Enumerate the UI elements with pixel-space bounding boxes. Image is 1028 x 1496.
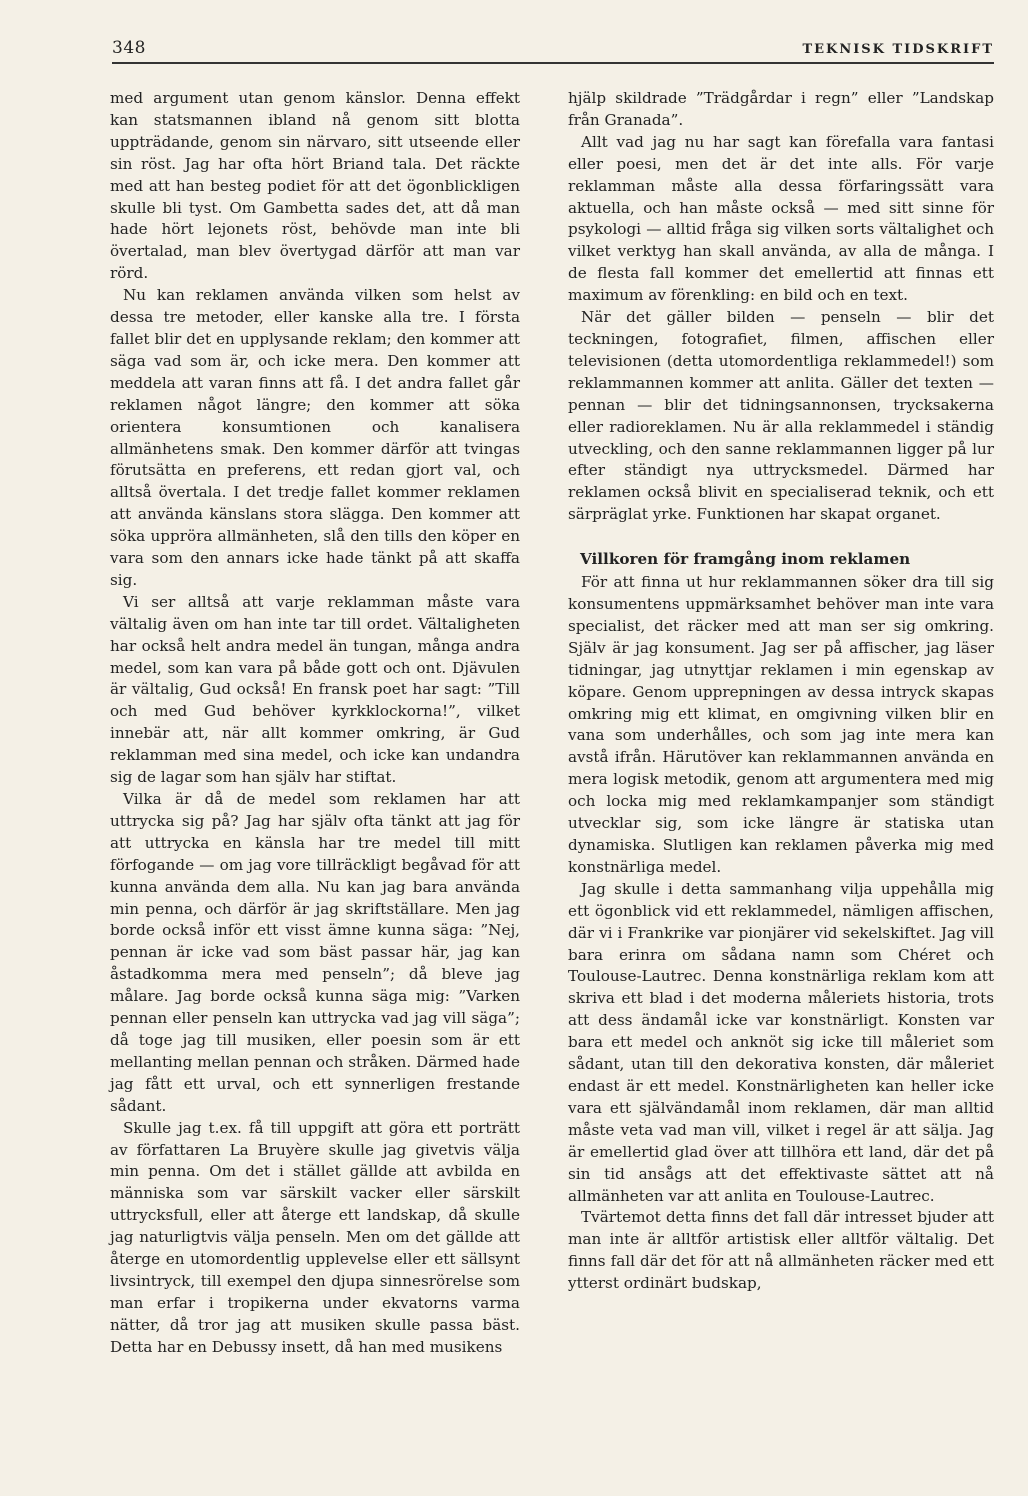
paragraph: Nu kan reklamen använda vilken som helst av dessa tre metoder, eller kanske alla tre. I första fallet blir det en upplysande reklam; den kommer att säga vad som är, och icke mera. Den kommer att meddela att varan finns att få. I det andra fallet går reklamen något längre; den kommer att söka orientera konsumtionen och kanalisera allmänhetens smak. Den kommer därför att tvingas förutsätta en preferens, ett redan gjort val, och alltså övertala. I det tredje fallet kommer reklamen att använda känslans stora slägga. Den kommer att söka uppröra allmänheten, slå den tills den köper en vara som den annars icke hade tänkt på att skaffa sig.	[110, 286, 520, 589]
paragraph: Vi ser alltså att varje reklamman måste vara vältalig även om han inte tar till ordet. Vältaligheten har också helt andra medel än tungan, många andra medel, som kan vara på både gott och ont. Djävulen är vältalig, Gud också! En fransk poet har sagt: ”Till och med Gud behöver kyrkklockorna!”, vilket innebär att, när allt kommer omkring, är Gud reklamman med sina medel, och icke kan undandra sig de lagar som han själv har stiftat.	[110, 592, 520, 787]
right-column	[568, 88, 994, 1295]
paragraph: Vilka är då de medel som reklamen har att uttrycka sig på? Jag har själv ofta tänkt att jag för att uttrycka en känsla har tre medel till mitt förfogande — om jag vore tillräckligt begåvad för att kunna använda dem alla. Nu kan jag bara använda min penna, och därför är jag skriftställare. Men jag borde också inför ett visst ämne kunna säga: ”Nej, pennan är icke vad som bäst passar här, jag kan åstadkomma mera med penseln”; då bleve jag målare. Jag borde också kunna säga mig: ”Varken pennan eller penseln kan uttrycka vad jag vill säga”; då toge jag till musiken, eller poesin som är ett mellanting mellan pennan och stråken. Därmed hade jag fått ett urval, och ett synnerligen frestande sådant.	[110, 790, 521, 1115]
paragraph: När det gäller bilden — penseln — blir det teckningen, fotografiet, filmen, affischen eller televisionen (detta utomordentliga reklammedel!) som reklammannen kommer att anlita. Gäller det texten — pennan — blir det tidningsannonsen, trycksakerna eller radioreklamen. Nu är alla reklammedel i ständig utveckling, och den sanne reklammannen ligger på lur efter ständigt nya uttrycksmedel. Därmed har reklamen också blivit en specialiserad teknik, och ett särpräglat yrke. Funktionen har skapat organet.	[568, 308, 994, 524]
paragraph: med argument utan genom känslor. Denna effekt kan statsmannen ibland nå genom sitt blotta uppträdande, genom sin närvaro, sitt utseende eller sin röst. Jag har ofta hört Briand tala. Det räckte med att han besteg podiet för att det ögonblickligen skulle bli tyst. Om Gambetta sades det, att då man hade hört lejonets röst, behövde man inte bli övertalad, man blev övertygad därför att man var rörd.	[110, 89, 520, 283]
paragraph: Tvärtemot detta finns det fall där intresset bjuder att man inte är alltför artistisk eller alltför vältalig. Det finns fall där det för att nå allmänheten räcker med ett ytterst ordinärt budskap,	[568, 1208, 994, 1293]
paragraph: Skulle jag t.ex. få till uppgift att göra ett porträtt av författaren La Bruyère skulle jag givetvis välja min penna. Om det i stället gällde att avbilda en människa som var särskilt vacker eller särskilt uttrycksfull, eller att återge ett landskap, då skulle jag naturligtvis välja penseln. Men om det gällde att återge en utomordentlig upplevelse eller ett sällsynt livsintryck, till exempel den djupa sinnesrörelse som man erfar i tropikerna under ekvatorns varma nätter, då tror jag att musiken skulle passa bäst. Detta har en Debussy insett, då han med musikens	[110, 1118, 520, 1356]
left-column	[110, 88, 520, 1359]
section-heading: Villkoren för framgång inom reklamen	[580, 550, 911, 569]
page-header	[112, 36, 994, 64]
paragraph: hjälp skildrade ”Trädgårdar i regn” eller ”Landskap från Granada”.	[568, 89, 994, 129]
paragraph: Allt vad jag nu har sagt kan förefalla vara fantasi eller poesi, men det är det inte alls. För varje reklamman måste alla dessa förfaringssätt vara aktuella, och han måste också — med sitt sinne för psykologi — alltid fråga sig vilken sorts vältalighet och vilket verktyg han skall använda, av alla de många. I de flesta fall kommer det emellertid att finnas ett maximum av förenkling: en bild och en text.	[568, 132, 994, 305]
paragraph: Jag skulle i detta sammanhang vilja uppehålla mig ett ögonblick vid ett reklammedel, nämligen affischen, där vi i Frankrike var pionjärer vid sekelskiftet. Jag vill bara erinra om sådana namn som Chéret och Toulouse-Lautrec. Denna konstnärliga reklam kom att skriva ett blad i det moderna måleriets historia, trots att dess ändamål icke var konstnärligt. Konsten var bara ett medel och anknöt sig icke till måleriet som sådant, utan till den dekorativa konsten, där måleriet endast är ett medel. Konstnärligheten kan heller icke vara ett självändamål inom reklamen, där man alltid måste veta vad man vill, vilket i regel är att sälja. Jag är emellertid glad över att tillhöra ett land, där det på sin tid ansågs att det effektivaste sättet att nå allmänheten var att anlita en Toulouse-Lautrec.	[568, 879, 994, 1205]
paragraph: För att finna ut hur reklammannen söker dra till sig konsumentens uppmärksamhet behöver man inte vara specialist, det räcker med att man ser sig omkring. Själv är jag konsument. Jag ser på affischer, jag läser tidningar, jag utnyttjar reklamen i min egenskap av köpare. Genom upprepningen av dessa intryck skapas omkring mig ett klimat, en omgivning vilken blir en vana som underhålles, och som jag inte mera kan avstå ifrån. Härutöver kan reklammannen använda en mera logisk metodik, genom att argumentera med mig och locka mig med reklamkampanjer som ständigt utvecklar sig, som icke längre är statiska utan dynamiska. Slutligen kan reklamen påverka mig med konstnärliga medel.	[568, 573, 994, 876]
journal-title: TEKNISK TIDSKRIFT	[802, 42, 994, 57]
page-number: 348	[112, 38, 146, 58]
